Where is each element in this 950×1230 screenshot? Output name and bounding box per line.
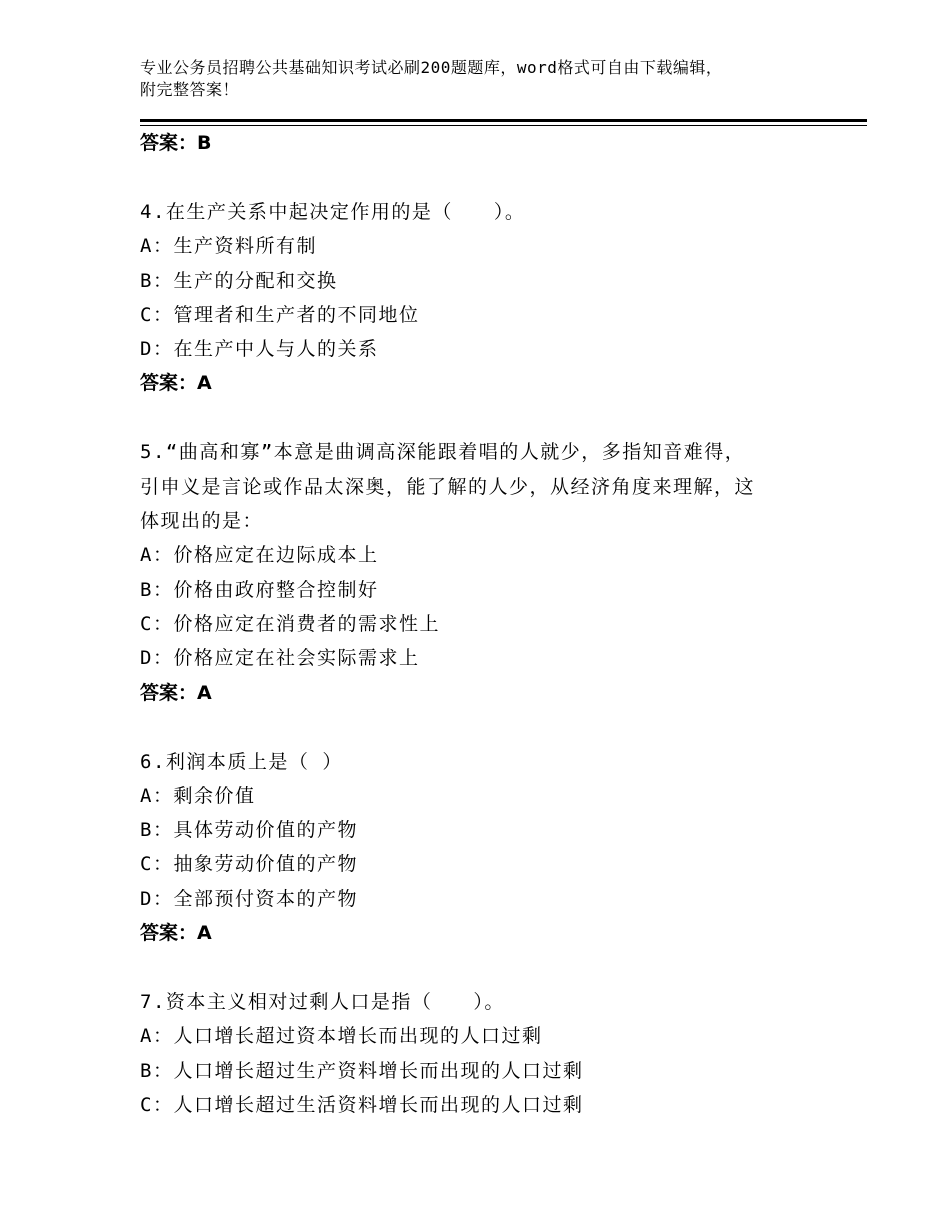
option-b: B：价格由政府整合控制好 <box>140 578 379 601</box>
question-stem: 体现出的是： <box>140 510 264 533</box>
option-a: A：剩余价值 <box>140 784 256 807</box>
option-b: B：人口增长超过生产资料增长而出现的人口过剩 <box>140 1059 584 1082</box>
option-c: C：抽象劳动价值的产物 <box>140 853 358 876</box>
header-line-2: 附完整答案！ <box>140 80 240 99</box>
answer-previous: 答案：B <box>140 132 212 154</box>
option-c: C：管理者和生产者的不同地位 <box>140 303 420 326</box>
question-4 <box>140 195 840 400</box>
question-6 <box>140 745 840 950</box>
header-divider-thick <box>140 119 867 122</box>
option-b: B：生产的分配和交换 <box>140 269 338 292</box>
answer: 答案：A <box>140 922 212 945</box>
option-a: A：人口增长超过资本增长而出现的人口过剩 <box>140 1025 543 1048</box>
option-d: D：价格应定在社会实际需求上 <box>140 647 420 670</box>
option-a: A：生产资料所有制 <box>140 235 317 258</box>
answer: 答案：A <box>140 681 212 704</box>
question-stem: 5.“曲高和寡”本意是曲调高深能跟着唱的人就少，多指知音难得， <box>140 441 746 464</box>
question-stem: 6.利润本质上是（ ） <box>140 750 343 773</box>
answer: 答案：A <box>140 372 212 395</box>
option-c: C：价格应定在消费者的需求性上 <box>140 612 440 635</box>
question-content <box>140 126 840 1122</box>
question-stem: 4.在生产关系中起决定作用的是（ ）。 <box>140 201 526 223</box>
option-c: C：人口增长超过生活资料增长而出现的人口过剩 <box>140 1093 584 1116</box>
document-header <box>140 57 820 101</box>
option-a: A：价格应定在边际成本上 <box>140 544 379 567</box>
option-d: D：在生产中人与人的关系 <box>140 338 379 361</box>
option-d: D：全部预付资本的产物 <box>140 887 358 910</box>
question-stem: 引申义是言论或作品太深奥，能了解的人少，从经济角度来理解，这 <box>140 475 756 498</box>
question-stem: 7.资本主义相对过剩人口是指（ ）。 <box>140 991 505 1014</box>
question-7 <box>140 985 840 1122</box>
option-b: B：具体劳动价值的产物 <box>140 819 358 842</box>
header-line-1: 专业公务员招聘公共基础知识考试必刷200题题库，word格式可自由下载编辑， <box>140 58 723 77</box>
question-5 <box>140 435 840 709</box>
